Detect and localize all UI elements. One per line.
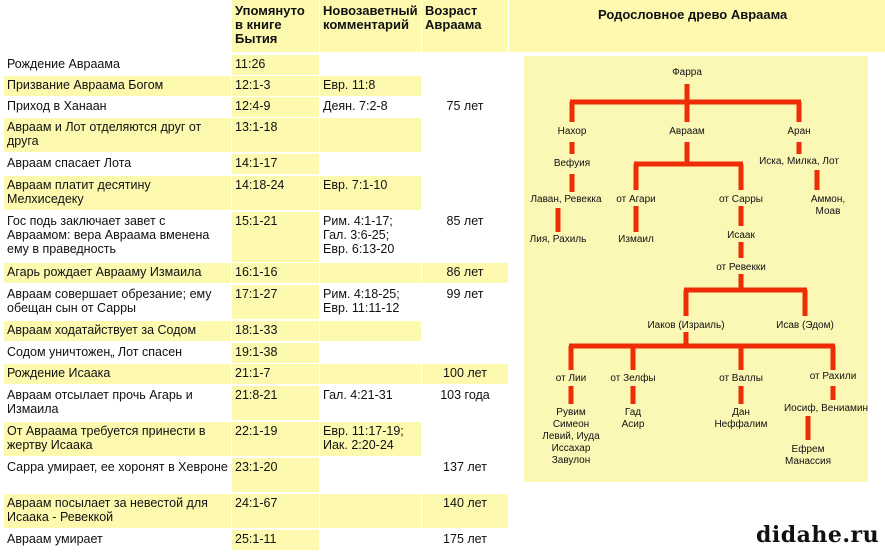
table-row-genesis: 19:1-38	[232, 343, 319, 363]
table-row-event: Авраам отсылает прочь Агарь и Измаила	[7, 388, 193, 416]
watermark: didahe.ru	[756, 522, 880, 548]
table-row-nt: Евр. 7:1-10	[320, 176, 421, 210]
table-row-genesis: 18:1-33	[232, 321, 319, 341]
table-row-genesis: 12:4-9	[232, 97, 319, 117]
son-name: Симеон	[552, 419, 590, 430]
tree-node-from-leah: от Лии	[555, 373, 587, 384]
table-row-event: Приход в Ханаан	[7, 99, 107, 113]
table-row-event: Рождение Исаака	[4, 364, 231, 384]
tree-node-rachel-sons: Иосиф, Вениамин	[783, 403, 869, 414]
table-row-nt: Рим. 4:18-25; Евр. 11:11-12	[323, 287, 400, 315]
son-name: Завулон	[551, 455, 591, 466]
son-name: Манассия	[784, 456, 832, 467]
tree-node-ishmael: Измаил	[618, 234, 654, 245]
table-row-nt: Евр. 11:8	[320, 76, 421, 96]
table-row-age: 100 лет	[422, 364, 508, 384]
table-row-event: Авраам платит десятину Мелхиседеку	[4, 176, 231, 210]
table-row-nt	[320, 458, 421, 492]
table-row-nt: Деян. 7:2-8	[323, 99, 388, 113]
table-row-nt	[320, 118, 421, 152]
tree-node-ammon-moab: Аммон, Моав	[810, 194, 846, 217]
tree-node-from-sarah: от Сарры	[719, 194, 763, 205]
table-row-age: 175 лет	[443, 532, 487, 546]
table-row-nt: Евр. 11:17-19; Иак. 2:20-24	[320, 422, 421, 456]
tree-node-leah-sons	[542, 407, 599, 467]
tree-node-bethuel: Вефуия	[553, 158, 591, 169]
table-row-nt	[320, 263, 421, 283]
table-row-event: Содом уничтожен„ Лот спасен	[7, 345, 183, 359]
son-name: Асир	[621, 419, 645, 430]
table-row-event: Агарь рождает Аврааму Измаила	[4, 263, 231, 283]
table-row-genesis: 14:1-17	[232, 154, 319, 174]
son-name: Дан	[732, 407, 750, 418]
tree-node-isaac: Исаак	[727, 230, 755, 241]
tree-node-haran-children: Иска, Милка, Лот	[759, 156, 839, 167]
table-row-age: 137 лет	[443, 460, 487, 474]
tree-node-esau: Исав (Эдом)	[776, 320, 834, 331]
tree-title: Родословное древо Авраама	[598, 7, 788, 22]
table-row-age: 85 лет	[446, 214, 484, 228]
table-row-genesis: 15:1-21	[232, 212, 319, 262]
tree-node-from-bilhah: от Валлы	[719, 373, 763, 384]
table-row-nt	[320, 321, 421, 341]
table-row-age: 103 года	[440, 388, 490, 402]
table-row-event: Авраам и Лот отделяются друг от друга	[4, 118, 231, 152]
table-row-event: Авраам посылает за невестой для Исаака - Ревеккой	[4, 494, 231, 528]
table-row-age: 140 лет	[422, 494, 508, 528]
tree-node-joseph-sons	[785, 444, 831, 468]
table-row-event: От Авраама требуется принести в жертву Исаака	[4, 422, 231, 456]
tree-node-terah: Фарра	[672, 67, 702, 78]
table-row-genesis: 13:1-18	[232, 118, 319, 152]
tree-node-from-hagar: от Агари	[616, 194, 656, 205]
table-row-event: Призвание Авраама Богом	[4, 76, 231, 96]
tree-node-jacob: Иаков (Израиль)	[647, 320, 725, 331]
tree-node-laban-rebekah: Лаван, Ревекка	[530, 194, 602, 205]
table-row-nt	[320, 494, 421, 528]
table-row-event: Авраам умирает	[7, 532, 103, 546]
son-name: Рувим	[556, 407, 586, 418]
tree-node-zilpah-sons	[622, 407, 645, 431]
son-name: Ефрем	[791, 444, 825, 455]
table-row-genesis: 24:1-67	[232, 494, 319, 528]
table-row-nt	[320, 364, 421, 384]
son-name: Неффалим	[714, 419, 768, 430]
table-row-genesis: 12:1-3	[232, 76, 319, 96]
table-row-genesis: 17:1-27	[232, 285, 319, 319]
son-name: Левий, Иуда	[542, 431, 600, 442]
table-row-genesis: 16:1-16	[232, 263, 319, 283]
header-age: Возраст Авраама	[425, 3, 482, 32]
tree-node-abraham: Авраам	[669, 126, 705, 137]
table-row-event: Авраам совершает обрезание; ему обещан сын от Сарры	[7, 287, 212, 315]
table-row-event: Сарра умирает, ее хоронят в Хевроне	[7, 460, 228, 474]
header-nt: Новозаветный комментарий	[323, 3, 418, 32]
table-row-event: Рождение Авраама	[7, 57, 120, 71]
table-row-nt: Рим. 4:1-17; Гал. 3:6-25; Евр. 6:13-20	[323, 214, 395, 256]
table-row-age: 75 лет	[446, 99, 484, 113]
son-name: Иссахар	[551, 443, 591, 454]
tree-node-from-rebekah: от Ревекки	[716, 262, 766, 273]
header-genesis: Упомянуто в книге Бытия	[235, 3, 305, 46]
tree-node-nahor: Нахор	[557, 126, 587, 137]
table-row-genesis: 14:18-24	[232, 176, 319, 210]
tree-node-leah-rachel: Лия, Рахиль	[529, 234, 587, 245]
table-row-event: Авраам спасает Лота	[7, 156, 132, 170]
tree-node-haran: Аран	[787, 126, 811, 137]
table-row-genesis: 25:1-11	[232, 530, 319, 550]
table-row-nt: Гал. 4:21-31	[323, 388, 393, 402]
son-name: Гад	[624, 407, 642, 418]
tree-node-from-zilpah: от Зелфы	[610, 373, 656, 384]
table-row-genesis: 21:8-21	[232, 386, 319, 420]
table-row-genesis: 23:1-20	[232, 458, 319, 492]
table-row-event: Гос подь заключает завет с Авраамом: вера Авраама вменена ему в праведность	[7, 214, 210, 256]
table-row-genesis: 11:26	[232, 55, 319, 75]
table-row-genesis: 21:1-7	[232, 364, 319, 384]
table-row-age: 99 лет	[446, 287, 484, 301]
table-row-age: 86 лет	[422, 263, 508, 283]
tree-node-from-rachel: от Рахили	[809, 371, 857, 382]
table-row-genesis: 22:1-19	[232, 422, 319, 456]
tree-node-bilhah-sons	[714, 407, 767, 431]
table-row-event: Авраам ходатайствует за Содом	[4, 321, 231, 341]
